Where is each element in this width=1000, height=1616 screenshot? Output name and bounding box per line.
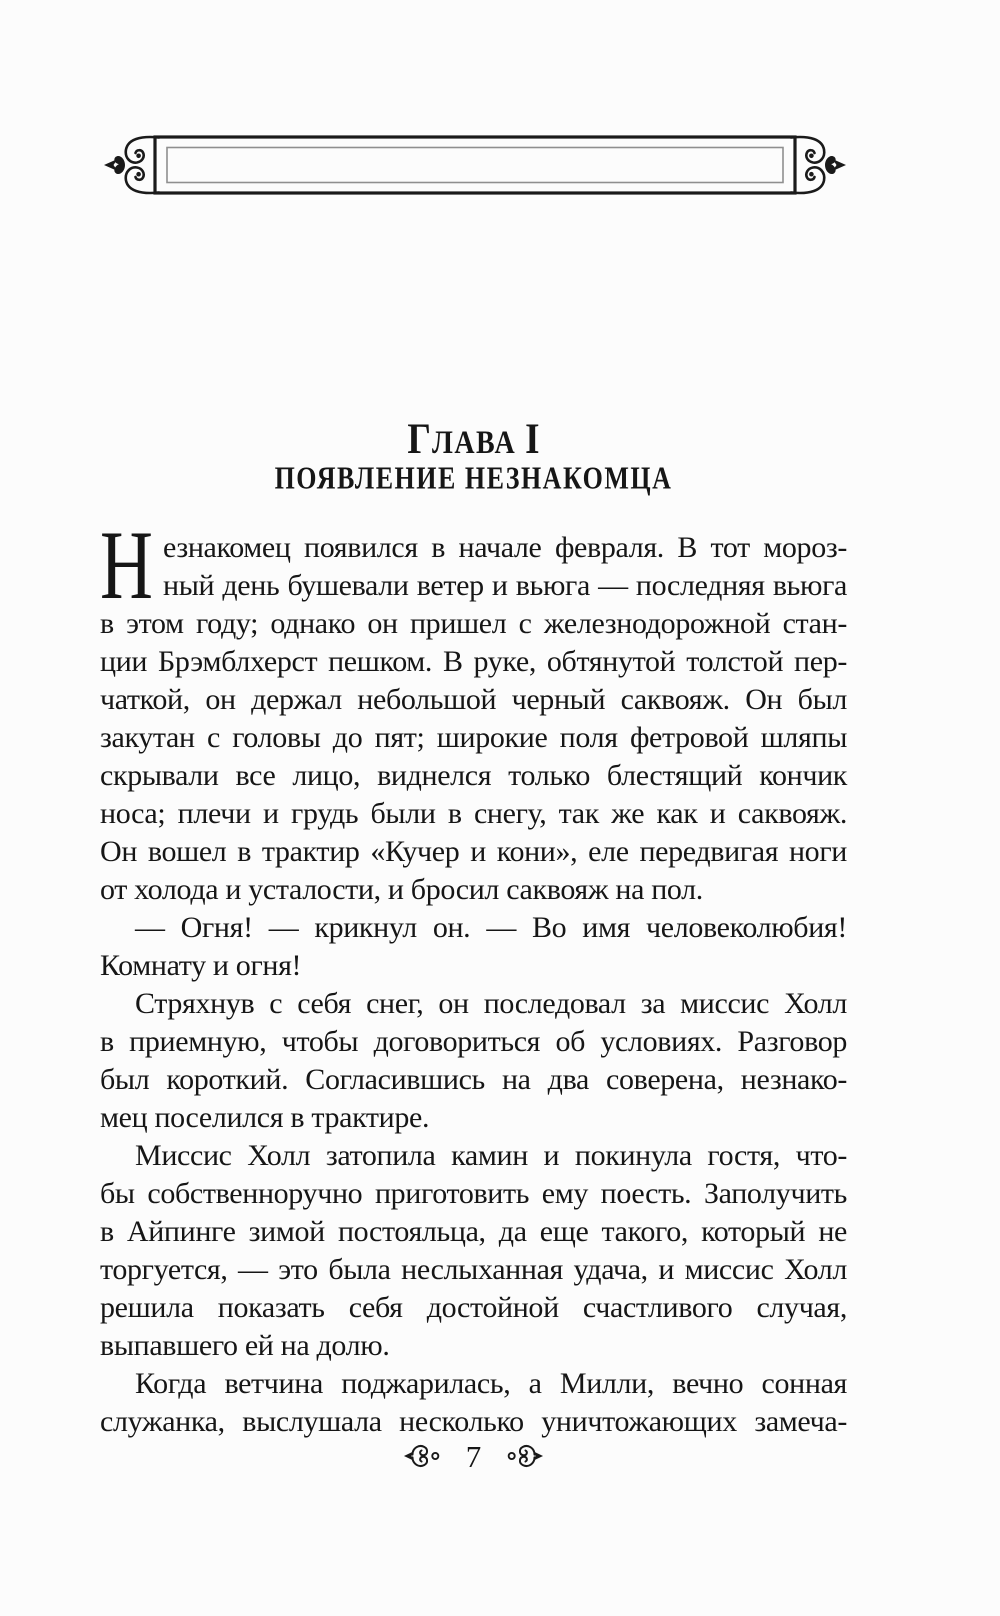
text-line: от холода и усталости, и бросил саквояж на пол. — [100, 873, 703, 906]
chapter-heading — [100, 414, 847, 465]
decorative-frame-icon — [102, 133, 848, 197]
text-line: решила показать себя достойной счастливого случая, — [100, 1291, 847, 1324]
text-line: служанка, выслушала несколько уничтожающих замеча- — [100, 1405, 847, 1438]
text-line: чаткой, он держал небольшой черный саквояж. Он был — [100, 683, 847, 716]
chapter-title: ПОЯВЛЕНИЕ НЕЗНАКОМЦА — [274, 461, 673, 496]
chapter-numeral: I — [525, 415, 540, 464]
text-line: ный день бушевали ветер и вьюга — последняя вьюга — [163, 569, 847, 602]
text-line: был короткий. Согласившись на два соверена, незнако- — [100, 1063, 847, 1096]
chapter-word-smallcaps: ЛАВА — [431, 424, 517, 462]
text-line: ции Брэмблхерст пешком. В руке, обтянутой толстой пер- — [100, 645, 847, 678]
page-number: 7 — [465, 1438, 482, 1474]
text-line: Когда ветчина поджарилась, а Милли, вечно сонная — [135, 1367, 847, 1400]
page-footer — [100, 1436, 847, 1476]
text-line: — Огня! — крикнул он. — Во имя человеколюбия! — [135, 911, 847, 944]
text-line: в Айпинге зимой постояльца, да еще такого, который не — [100, 1215, 847, 1248]
text-line: Миссис Холл затопила камин и покинула гостя, что- — [135, 1139, 847, 1172]
drop-cap: Н — [100, 511, 153, 620]
text-line: выпавшего ей на долю. — [100, 1329, 390, 1362]
body-text — [100, 511, 847, 1441]
chapter-word-initial: Г — [407, 415, 432, 464]
text-line: мец поселился в трактире. — [100, 1101, 430, 1134]
text-line: носа; плечи и грудь были в снегу, так же как и саквояж. — [100, 797, 847, 830]
text-line: в этом году; однако он пришел с железнодорожной стан- — [100, 607, 847, 640]
text-line: скрывали все лицо, виднелся только блестящий кончик — [100, 759, 847, 792]
fleuron-right-icon — [506, 1439, 544, 1473]
text-line: Комнату и огня! — [100, 949, 302, 982]
text-line: Стряхнув с себя снег, он последовал за миссис Холл — [135, 987, 847, 1020]
text-line: в приемную, чтобы договориться об условиях. Разговор — [100, 1025, 847, 1058]
text-line: Он вошел в трактир «Кучер и кони», еле передвигая ноги — [100, 835, 847, 868]
fleuron-left-icon — [403, 1439, 441, 1473]
text-line: бы собственноручно приготовить ему поесть. Заполучить — [100, 1177, 847, 1210]
text-line: езнакомец появился в начале февраля. В тот мороз- — [163, 531, 847, 564]
text-line: торгуется, — это была неслыханная удача, и миссис Холл — [100, 1253, 847, 1286]
text-line: закутан с головы до пят; широкие поля фетровой шляпы — [100, 721, 847, 754]
